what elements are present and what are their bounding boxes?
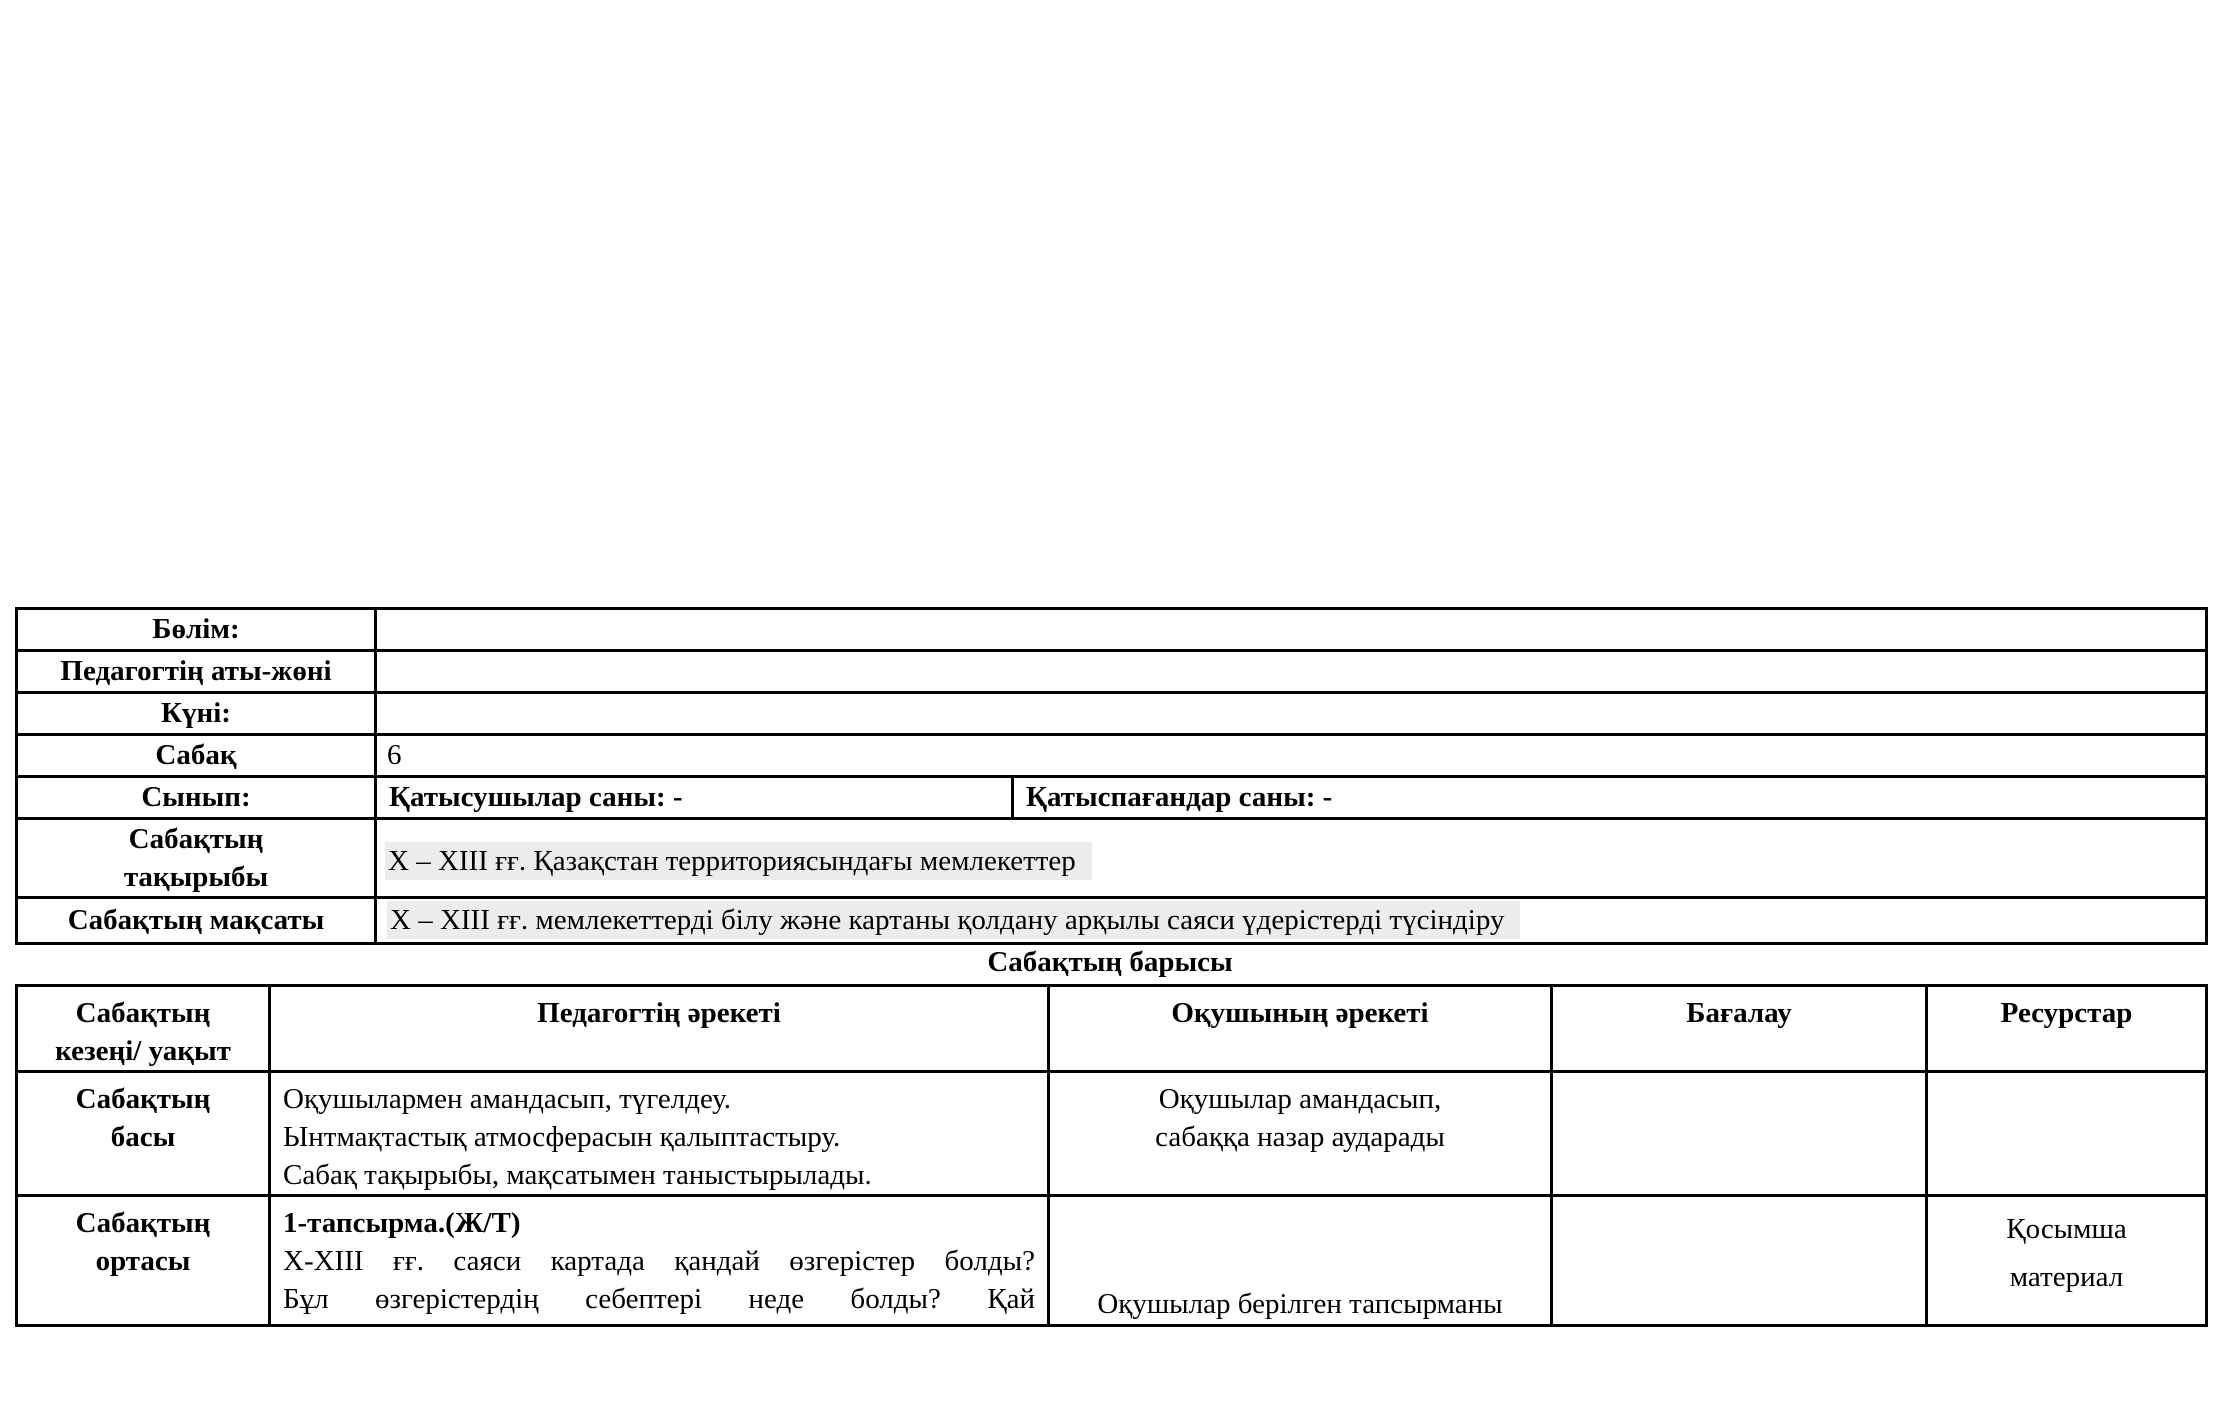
- info-label-sabak: Сабақ: [17, 735, 376, 777]
- lesson-flow-table: [15, 984, 2208, 1327]
- table-row: [17, 777, 2207, 819]
- student-line: Оқушылар амандасып,: [1158, 1083, 1442, 1115]
- stage-line: Сабақтың: [75, 1207, 211, 1239]
- info-label-pedagog: Педагогтің аты-жөні: [17, 651, 376, 693]
- highlighted-text: Х – ХІІІ ғғ. Қазақстан территориясындағы мемлекеттер: [385, 842, 1092, 880]
- info-value-absentees: Қатыспағандар саны: -: [1013, 777, 2207, 819]
- resources-cell: [1927, 1196, 2207, 1326]
- table-header-row: [17, 986, 2207, 1072]
- teacher-line: Бұл өзгерістердің себептері неде болды? Қай: [283, 1283, 1035, 1315]
- student-line: Оқушылар берілген тапсырманы: [1097, 1288, 1503, 1320]
- col-header-resources: Ресурстар: [1927, 986, 2207, 1072]
- resource-line: Қосымша: [2006, 1213, 2127, 1245]
- col-header-student: Оқушының әрекеті: [1049, 986, 1552, 1072]
- table-row-lesson-start: [17, 1072, 2207, 1196]
- resources-cell: [1927, 1072, 2207, 1196]
- col-header-assessment: Бағалау: [1552, 986, 1927, 1072]
- stage-line: ортасы: [95, 1245, 191, 1277]
- info-value-bolim: [376, 609, 2207, 651]
- header-line: кезеңі/ уақыт: [55, 1035, 231, 1067]
- task-title: 1-тапсырма.(Ж/Т): [283, 1207, 521, 1239]
- info-value-pedagog: [376, 651, 2207, 693]
- teacher-line: Оқушылармен амандасып, түгелдеу.: [283, 1083, 731, 1115]
- table-row: [17, 693, 2207, 735]
- stage-line: Сабақтың: [75, 1083, 211, 1115]
- stage-cell: [17, 1072, 270, 1196]
- teacher-activity-cell: [270, 1196, 1049, 1326]
- lesson-info-table: [15, 607, 2208, 945]
- info-label-bolim: Бөлім:: [17, 609, 376, 651]
- table-row: [17, 735, 2207, 777]
- table-row: [17, 609, 2207, 651]
- table-row-lesson-middle: [17, 1196, 2207, 1326]
- info-label-takyryby: [17, 819, 376, 898]
- stage-cell: [17, 1196, 270, 1326]
- col-header-stage: [17, 986, 270, 1072]
- assessment-cell: [1552, 1196, 1927, 1326]
- assessment-cell: [1552, 1072, 1927, 1196]
- resource-line: материал: [2009, 1261, 2124, 1293]
- table-row: [17, 898, 2207, 944]
- col-header-teacher: Педагогтің әрекеті: [270, 986, 1049, 1072]
- teacher-line: Сабақ тақырыбы, мақсатымен таныстырылады.: [283, 1159, 872, 1191]
- info-label-kuni: Күні:: [17, 693, 376, 735]
- label-line: Сабақтың: [128, 823, 264, 855]
- info-value-goal: [376, 898, 2207, 944]
- teacher-activity-cell: [270, 1072, 1049, 1196]
- info-label-maksaty: Сабақтың мақсаты: [17, 898, 376, 944]
- teacher-line: Х-ХІІІ ғғ. саяси картада қандай өзгерістер болды?: [283, 1245, 1035, 1277]
- info-value-participants: Қатысушылар саны: -: [376, 777, 1013, 819]
- highlighted-text: Х – ХІІІ ғғ. мемлекеттерді білу және картаны қолдану арқылы саяси үдерістерді түсіндіру: [387, 901, 1520, 939]
- info-label-synyp: Сынып:: [17, 777, 376, 819]
- table-row: [17, 819, 2207, 898]
- label-line: тақырыбы: [123, 861, 269, 893]
- info-value-sabak-number: 6: [376, 735, 2207, 777]
- student-line: сабаққа назар аударады: [1155, 1121, 1445, 1153]
- student-activity-cell: [1049, 1196, 1552, 1326]
- stage-line: басы: [110, 1121, 176, 1153]
- table-row: [17, 651, 2207, 693]
- header-line: Сабақтың: [75, 997, 211, 1029]
- student-activity-cell: [1049, 1072, 1552, 1196]
- info-value-kuni: [376, 693, 2207, 735]
- teacher-line: Ынтмақтастық атмосферасын қалыптастыру.: [283, 1121, 841, 1153]
- info-value-topic: [376, 819, 2207, 898]
- section-title: Сабақтың барысы: [987, 946, 1233, 978]
